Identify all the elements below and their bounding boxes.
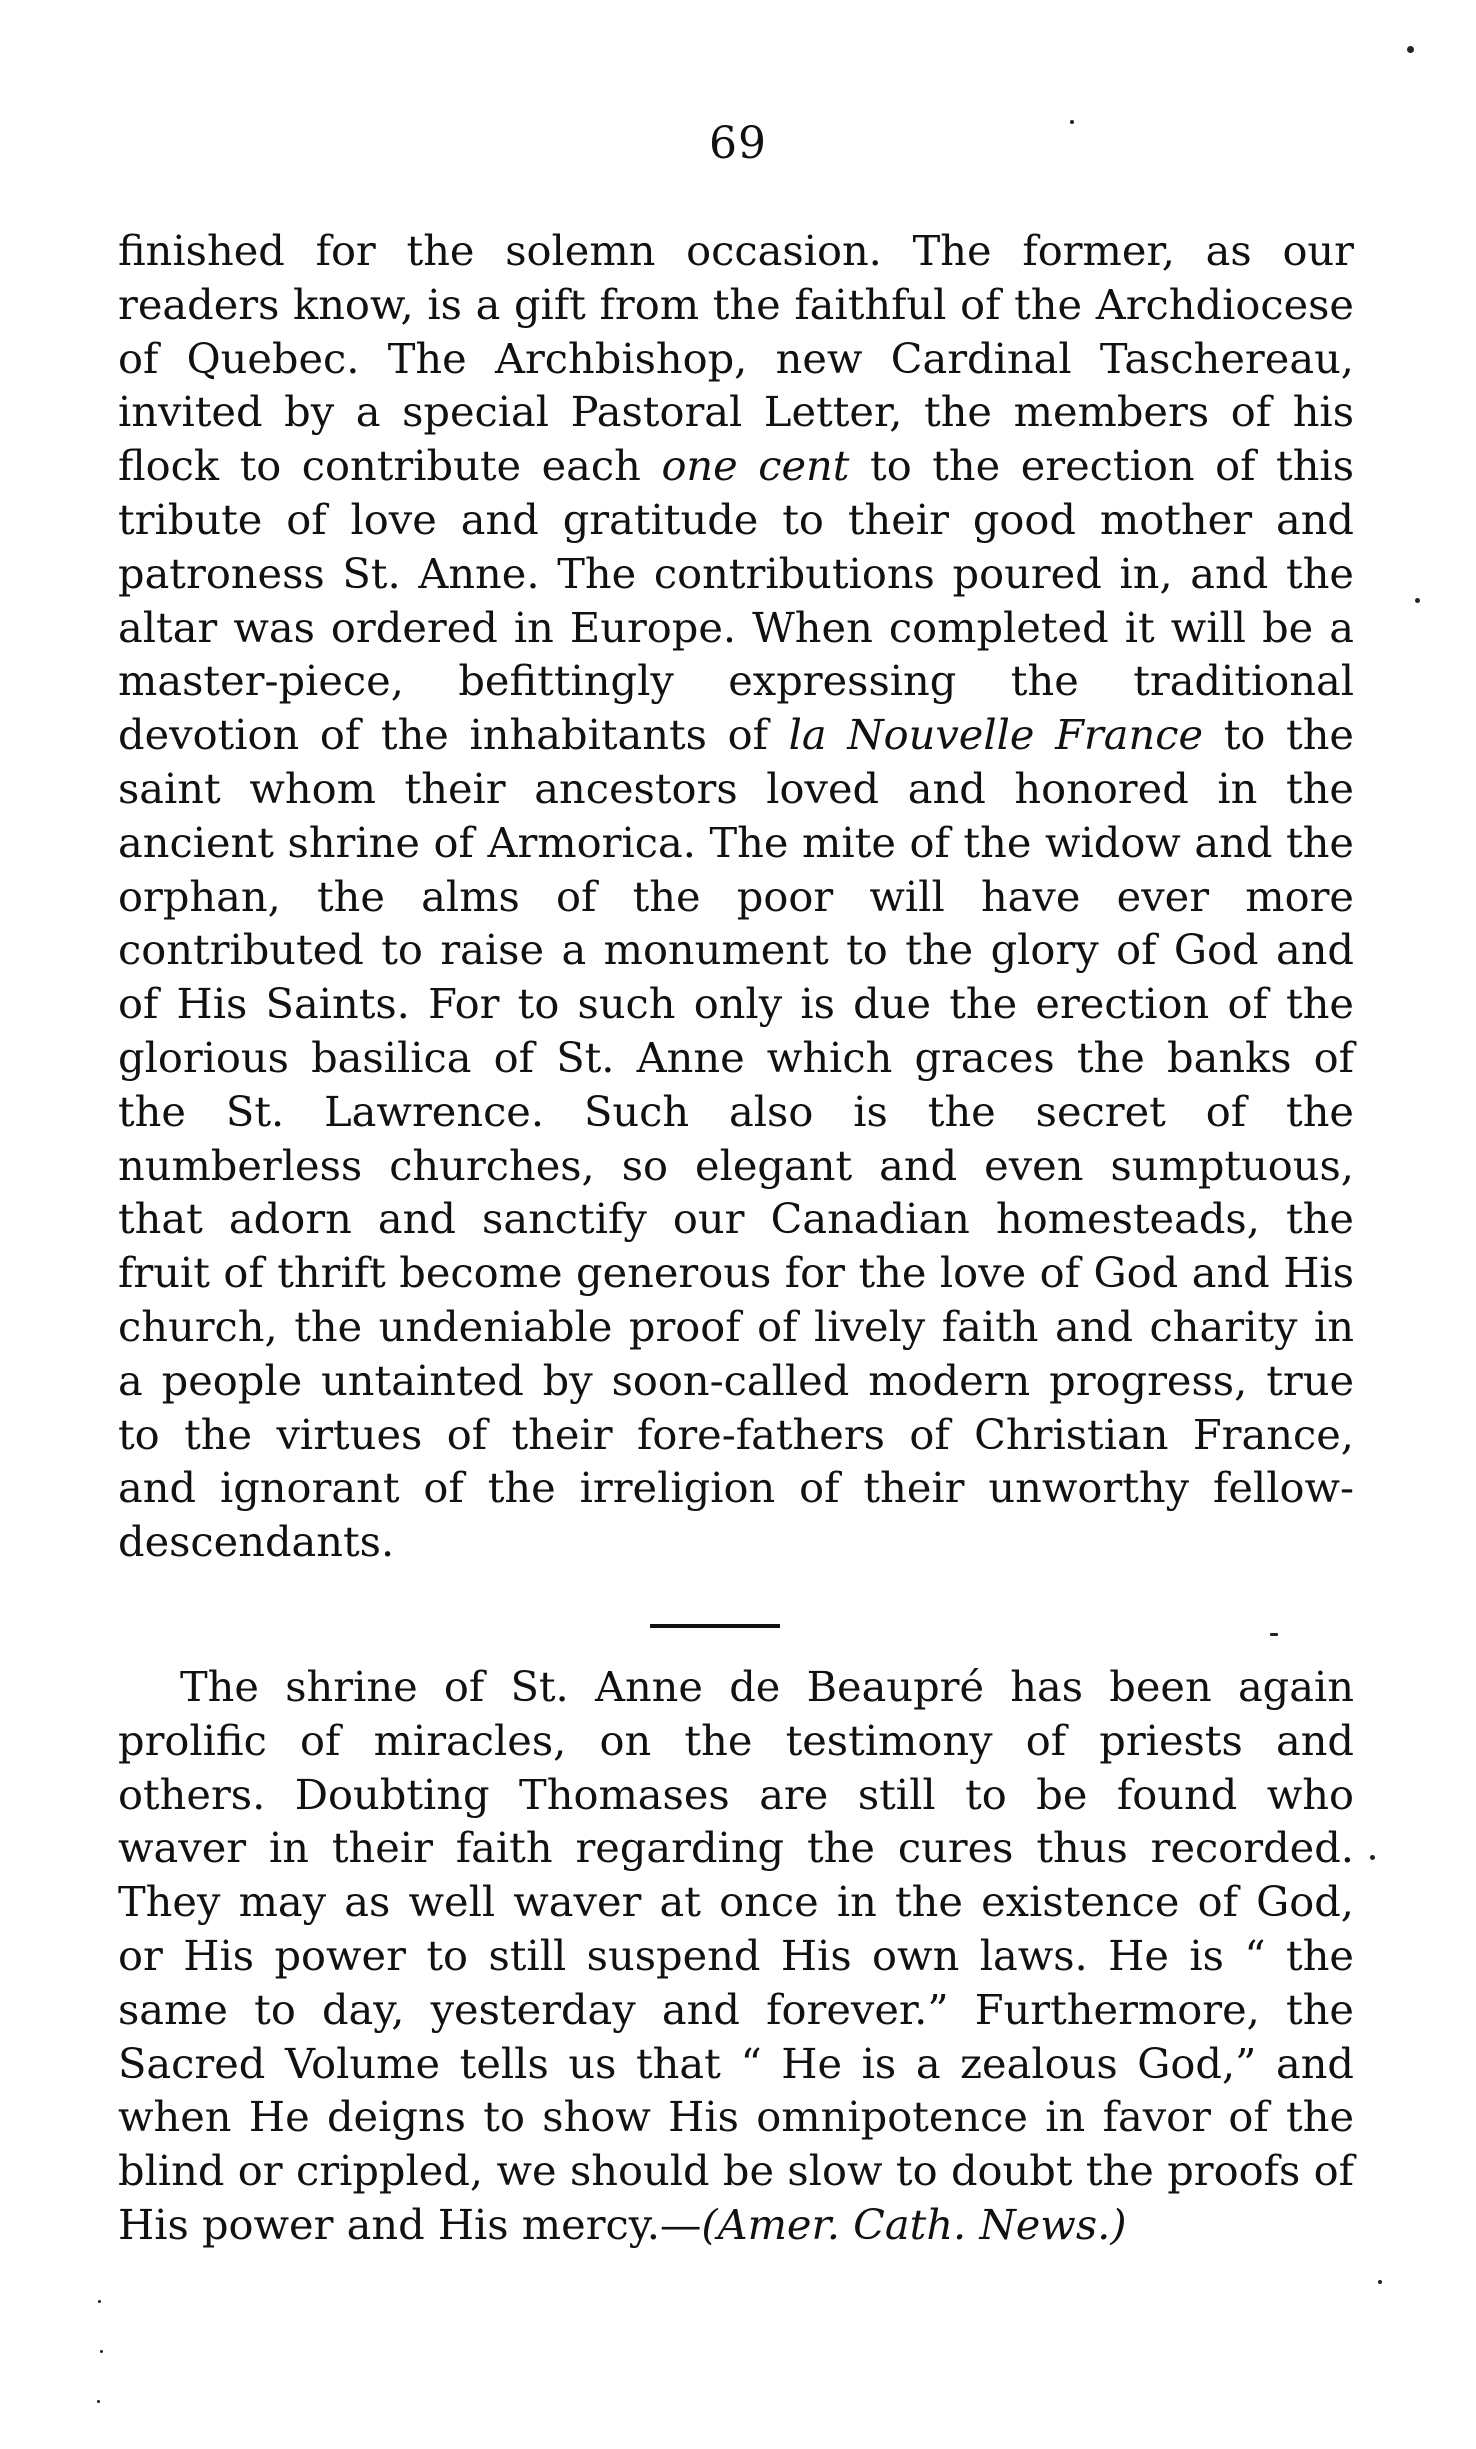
- page-number: 69: [709, 118, 767, 169]
- section-divider: [650, 1624, 780, 1628]
- scan-speck: [97, 2400, 100, 2403]
- scan-speck: [1407, 46, 1414, 53]
- text-segment: finished for the solemn occasion. The former, as our readers know, is a gift from the faithful of the Archdiocese of Quebec. The Archbishop, new Cardinal Taschereau, invited by a special Pastoral Letter, the members of his flock to contribute each: [118, 226, 1354, 491]
- text-segment: to the saint whom their ancestors loved and honored in the ancient shrine of Armorica. The mite of the widow and the orphan, the alms of the poor will have ever more contributed to raise a monument to the glory of God and of His Saints. For to such only is due the erection of the glorious basilica of St. Anne which graces the banks of the St. Lawrence. Such also is the secret of the numberless churches, so elegant and even sumptuous, that adorn and sanctify our Canadian homesteads, the fruit of thrift become generous for the love of God and His church, the undeniable proof of lively faith and charity in a people untainted by soon-called modern progress, true to the virtues of their fore-fathers of Christian France, and ignorant of the irreligion of their unworthy fellow-descendants.: [118, 710, 1354, 1567]
- text-segment: The shrine of St. Anne de Beaupré has been again prolific of miracles, on the testimony of priests and others. Doubting Thomases are still to be found who waver in their faith regarding the cures thus recorded. They may as well waver at once in the existence of God, or His power to still suspend His own laws. He is “ the same to day, yesterday and forever.” Furthermore, the Sacred Volume tells us that “ He is a zealous God,” and when He deigns to show His omnipotence in favor of the blind or crippled, we should be slow to doubt the proofs of His power and His mercy.—: [118, 1662, 1354, 2249]
- paragraph-text: [118, 224, 1354, 1569]
- scan-speck: [1270, 1633, 1278, 1636]
- italic-phrase-one-cent: one cent: [661, 441, 850, 491]
- paragraph-shrine-miracles: [118, 1660, 1354, 2252]
- scan-speck: [1415, 598, 1420, 603]
- scan-speck: [100, 2350, 103, 2353]
- scan-speck: [1070, 120, 1074, 124]
- scan-speck: [98, 2300, 101, 2303]
- scan-speck: [1370, 1855, 1375, 1860]
- source-citation: (Amer. Cath. News.): [701, 2199, 1127, 2249]
- paragraph-altar-contributions: [118, 224, 1354, 1569]
- text-segment: to the erection of this tribute of love and gratitude to their good mother and patroness St. Anne. The contributions poured in, and the altar was ordered in Europe. When completed it will be a master-piece, befittingly expressing the traditional devotion of the inhabitants of: [118, 441, 1354, 760]
- italic-phrase-la-nouvelle-france: la Nouvelle France: [788, 710, 1204, 760]
- scan-speck: [1378, 2280, 1382, 2284]
- paragraph-text: [118, 1660, 1354, 2252]
